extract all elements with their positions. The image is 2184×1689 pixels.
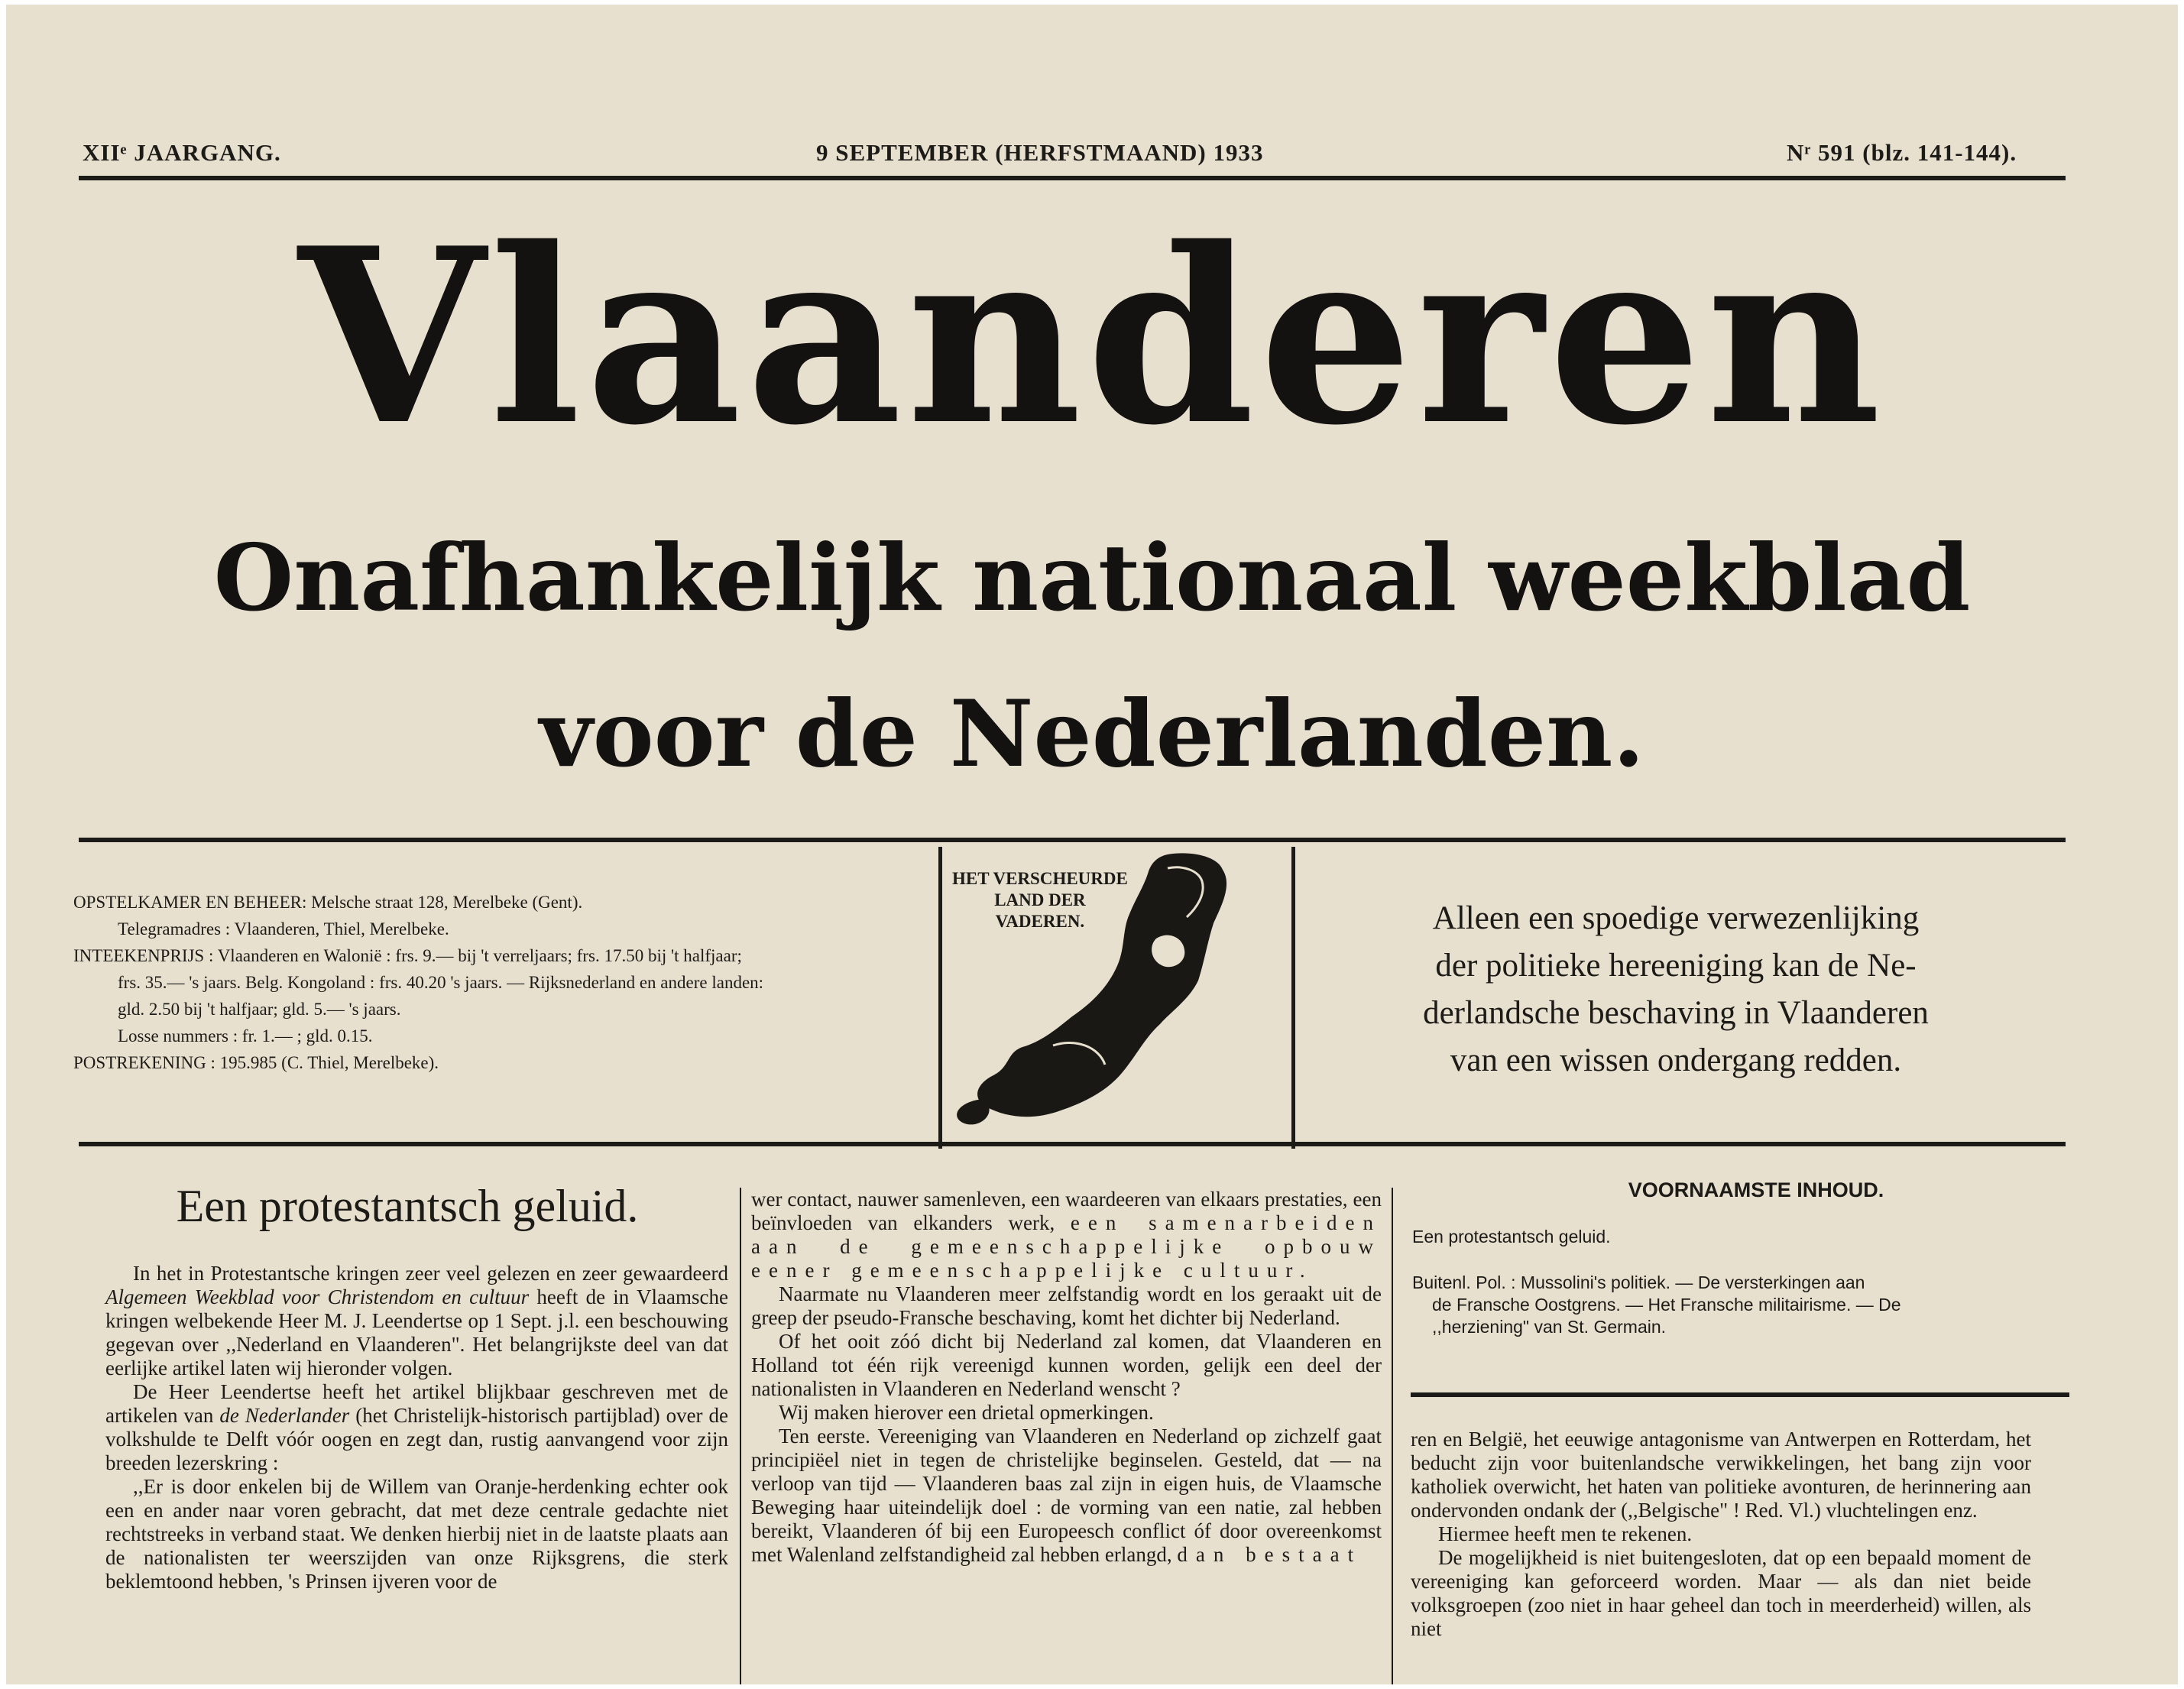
masthead-rule bbox=[79, 838, 2066, 842]
section-rule bbox=[79, 1142, 2066, 1146]
issue-date: 9 SEPTEMBER (HERFSTMAAND) 1933 bbox=[816, 139, 1264, 166]
slogan-line: der politieke hereeniging kan de Ne- bbox=[1435, 948, 1917, 984]
toc-item: Een protestantsch geluid. bbox=[1412, 1227, 1611, 1246]
toc-heading: VOORNAAMSTE INHOUD. bbox=[1628, 1178, 1884, 1201]
text-run: In het in Protestantsche kringen zeer veel gelezen en zeer gewaardeerd bbox=[133, 1262, 728, 1285]
map-illustration bbox=[938, 847, 1298, 1145]
text-run: heeft de in Vlaamsche kringen welbekende Heer M. J. Leendertse op 1 Sept. j.l. een beschouwing gegevan over ,,Nederland en Vlaanderen". Het belangrijkste deel van dat eerlijke artikel laten wij hieronder volgen. bbox=[105, 1285, 729, 1379]
newspaper-page bbox=[6, 5, 2178, 1684]
toc-item-foreign-politics bbox=[1412, 1272, 2077, 1338]
paragraph: ,,Er is door enkelen bij de Willem van Oranje-herdenking echter ook een en ander naar voren gebracht, dat met deze centrale gedachte niet rechtstreeks in verband staat. We denken hierbij niet in de laatste plaats aan de nationalisten ter weerszijden van onze Rijksgrens, die sterk beklemtoond hebben, 's Prinsen ijveren voor de bbox=[105, 1475, 728, 1593]
text-run: Ten eerste. Vereeniging van Vlaanderen en Nederland op zichzelf gaat principiëel niet in tegen de christelijke beginselen. Gesteld, dat — na verloop van tijd — Vlaanderen baas zal zijn in eigen huis, de Vlaamsche Beweging haar uiteindelijk doel : de vorming van een natie, zal hebben bereikt, Vlaanderen óf bij een Europeesch conflict óf door overeenkomst met Walenland zelfstandigheid zal hebben erlangd, bbox=[751, 1425, 1382, 1566]
info-line: INTEEKENPRIJS : Vlaanderen en Walonië : frs. 9.— bij 't verreljaars; frs. 17.50 bij 't halfjaar; bbox=[73, 946, 742, 965]
text-run-spaced: dan bestaat bbox=[1177, 1543, 1363, 1566]
article-column-1 bbox=[105, 1262, 728, 1593]
text-run: wer contact, nauwer samenleven, een waardeeren van elkaars prestaties, een beïnvloeden van elkanders werk, bbox=[751, 1188, 1382, 1234]
map-caption bbox=[952, 868, 1128, 932]
issue-number: Nʳ 591 (blz. 141-144). bbox=[1787, 139, 2017, 166]
info-line: frs. 35.— 's jaars. Belg. Kongoland : frs. 40.20 's jaars. — Rijksnederland en andere landen: bbox=[118, 973, 764, 992]
article-column-3 bbox=[1411, 1428, 2031, 1641]
paragraph: De mogelijkheid is niet buitengesloten, dat op een bepaald moment de vereeniging kan geforceerd worden. Maar — als dan niet beide volksgroepen (zoo niet in haar geheel dan toch in meerderheid) willen, als niet bbox=[1411, 1546, 2031, 1640]
paragraph bbox=[751, 1188, 1382, 1282]
paragraph: Naarmate nu Vlaanderen meer zelfstandig wordt en los geraakt uit de greep der pseudo-Fransche beschaving, komt het dichter bij Nederland. bbox=[751, 1282, 1382, 1329]
column-divider bbox=[740, 1188, 741, 1684]
text-run-spaced: een samenarbeiden aan de gemeenschappelijke opbouw eener gemeenschappelijke cultuur. bbox=[751, 1211, 1382, 1282]
text-run-italic: Algemeen Weekblad voor Christendom en cultuur bbox=[105, 1285, 530, 1308]
info-line: Losse nummers : fr. 1.— ; gld. 0.15. bbox=[118, 1026, 373, 1045]
column-divider bbox=[1392, 1188, 1393, 1684]
map-caption-line: VADEREN. bbox=[995, 912, 1085, 931]
info-line: POSTREKENING : 195.985 (C. Thiel, Merelbeke). bbox=[73, 1053, 439, 1072]
volume-label: XIIᵉ JAARGANG. bbox=[83, 139, 281, 166]
toc-line: Buitenl. Pol. : Mussolini's politiek. — De versterkingen aan bbox=[1412, 1272, 1865, 1292]
map-caption-line: HET VERSCHEURDE bbox=[952, 869, 1128, 888]
slogan-line: van een wissen ondergang redden. bbox=[1450, 1042, 1902, 1078]
paragraph bbox=[105, 1262, 728, 1380]
paragraph: ren en België, het eeuwige antagonisme van Antwerpen en Rotterdam, het beducht zijn voor buitenlandsche verwikkelingen, het bang zijn voor katholiek overwicht, het haten van politieke avonturen, de herinnering aan ondervonden ondank der (,,Belgische" ! Red. Vl.) vluchtelingen enz. bbox=[1411, 1428, 2031, 1522]
toc-rule bbox=[1411, 1392, 2069, 1397]
paragraph: Wij maken hierover een drietal opmerkingen. bbox=[779, 1401, 1154, 1424]
info-line: gld. 2.50 bij 't halfjaar; gld. 5.— 's jaars. bbox=[118, 1000, 401, 1019]
toc-line: de Fransche Oostgrens. — Het Fransche militairisme. — De bbox=[1432, 1295, 1901, 1315]
text-run: (het Christelijk-historisch partijblad) over de volkshulde te Delft vóór oogen en zegt dan, rustig aanvangend voor zijn breeden lezerskring : bbox=[105, 1404, 728, 1474]
info-line: Telegramadres : Vlaanderen, Thiel, Merelbeke. bbox=[118, 919, 449, 939]
masthead-subtitle-line2: voor de Nederlanden. bbox=[539, 680, 1645, 788]
paragraph: Hiermee heeft men te rekenen. bbox=[1438, 1522, 1693, 1545]
top-rule bbox=[79, 176, 2066, 180]
masthead-title: Vlaanderen bbox=[298, 196, 1886, 478]
paragraph bbox=[751, 1425, 1382, 1567]
map-caption-line: LAND DER bbox=[994, 890, 1086, 909]
info-line: OPSTELKAMER EN BEHEER: Melsche straat 128, Merelbeke (Gent). bbox=[73, 893, 583, 912]
text-run: De Heer Leendertse heeft het artikel blijkbaar geschreven met de artikelen van bbox=[105, 1380, 728, 1427]
masthead-subtitle-line1: Onafhankelijk nationaal weekblad bbox=[213, 524, 1971, 632]
article-title: Een protestantsch geluid. bbox=[176, 1181, 639, 1231]
subscription-info bbox=[73, 889, 952, 1076]
slogan bbox=[1351, 895, 2001, 1084]
paragraph: Of het ooit zóó dicht bij Nederland zal komen, dat Vlaanderen en Holland tot één rijk vereenigd kunnen worden, gelijk een deel der nationalisten in Vlaanderen en Nederland wenscht ? bbox=[751, 1330, 1382, 1400]
article-column-2 bbox=[751, 1188, 1382, 1567]
paragraph bbox=[105, 1380, 728, 1475]
slogan-line: derlandsche beschaving in Vlaanderen bbox=[1423, 995, 1929, 1031]
text-run-italic: de Nederlander bbox=[219, 1404, 350, 1427]
toc-line: ,,herziening" van St. Germain. bbox=[1432, 1317, 1667, 1337]
slogan-line: Alleen een spoedige verwezenlijking bbox=[1432, 900, 1920, 936]
